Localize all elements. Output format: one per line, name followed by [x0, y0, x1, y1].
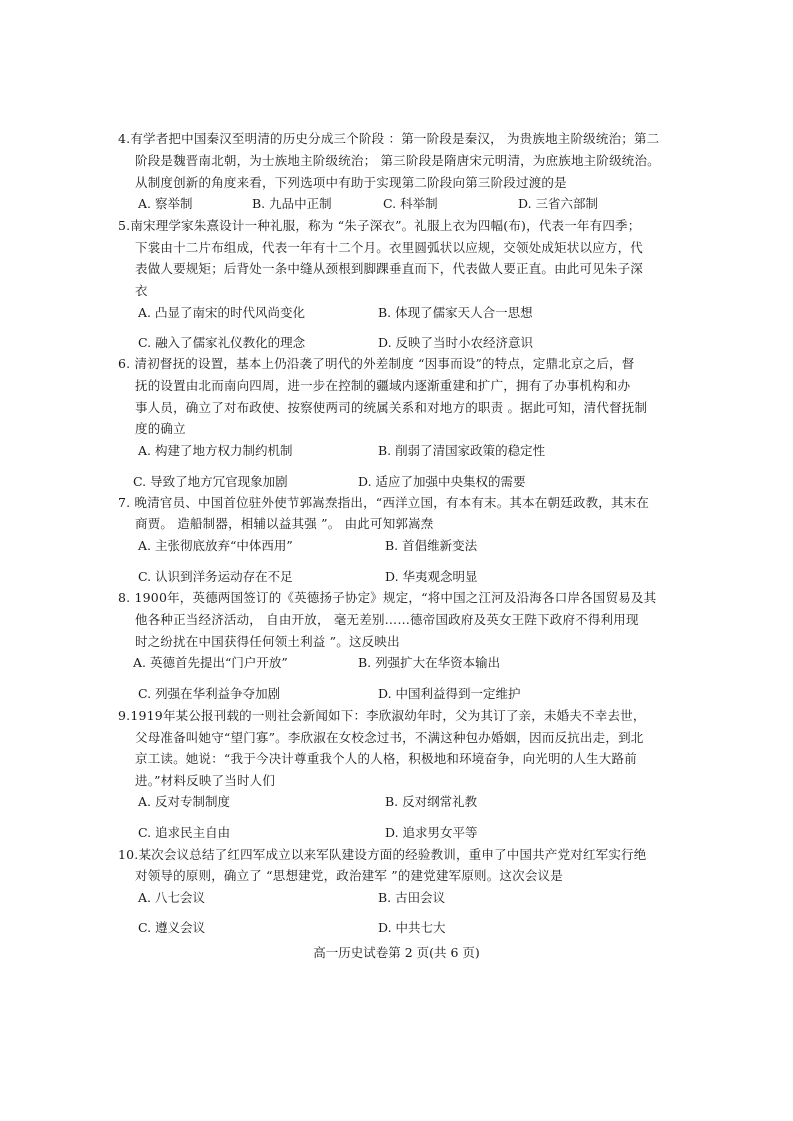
- question-8-line-2: 他各种正当经济活动， 自由开放， 毫无差别……德帝国政府及英女王陛下政府不得利用现: [135, 612, 639, 627]
- question-7-option-a: A. 主张彻底放弃“中体西用”: [138, 538, 293, 553]
- question-10-option-b: B. 古田会议: [378, 890, 446, 905]
- question-9-line-3: 京工读。她说：“我于今决计尊重我个人的人格，积极地和环境奋争，向光明的人生大路前: [135, 751, 637, 766]
- question-7-option-b: B. 首倡维新变法: [385, 538, 478, 553]
- question-5-option-c: C. 融入了儒家礼仪教化的理念: [138, 335, 306, 350]
- question-4-option-a: A. 察举制: [138, 196, 193, 211]
- question-4-line-1: 4.有学者把中国秦汉至明清的历史分成三个阶段 ：第一阶段是秦汉， 为贵族地主阶级统治；第二: [118, 131, 660, 146]
- question-8-option-a: A. 英德首先提出“门户开放”: [133, 655, 288, 670]
- question-7-line-2: 商贾。 造船制器，相辅以益其强 ”。 由此可知郭嵩焘: [135, 516, 434, 531]
- question-8-option-d: D. 中国利益得到一定维护: [378, 686, 521, 701]
- question-8-option-c: C. 列强在华利益争夺加剧: [138, 686, 281, 701]
- question-10-line-1: 10.某次会议总结了红四军成立以来军队建设方面的经验教训，重申了中国共产党对红军实行绝: [118, 847, 647, 862]
- question-10-option-d: D. 中共七大: [378, 920, 446, 935]
- question-6-option-d: D. 适应了加强中央集权的需要: [358, 474, 526, 489]
- question-9-option-c: C. 追求民主自由: [138, 825, 231, 840]
- question-5-option-d: D. 反映了当时小农经济意识: [378, 335, 534, 350]
- question-6-line-4: 度的确立: [135, 421, 186, 436]
- question-6-line-3: 事人员，确立了对布政使、按察使两司的统属关系和对地方的职责 。据此可知，清代督抚制: [135, 400, 648, 415]
- question-4-option-b: B. 九品中正制: [252, 196, 332, 211]
- question-9-option-a: A. 反对专制制度: [138, 794, 230, 809]
- question-8-line-3: 时之纷扰在中国获得任何领土利益 ”。这反映出: [135, 634, 400, 649]
- question-7-option-c: C. 认识到洋务运动存在不足: [138, 569, 293, 584]
- question-5-line-2: 下裳由十二片布组成，代表一年有十二个月。衣里圆弧状以应规，交领处成矩状以应方，代: [135, 240, 644, 255]
- question-10-option-a: A. 八七会议: [138, 890, 205, 905]
- question-4-line-3: 从制度创新的角度来看，下列选项中有助于实现第二阶段向第三阶段过渡的是: [135, 175, 567, 190]
- page-footer: 高一历史试卷第 2 页(共 6 页): [313, 945, 480, 960]
- question-5-option-a: A. 凸显了南宋的时代风尚变化: [138, 305, 305, 320]
- question-9-line-4: 进。”材料反映了当时人们: [135, 773, 276, 788]
- question-6-line-2: 抚的设置由北而南向四周，进一步在控制的疆域内逐渐重建和扩广，拥有了办事机构和办: [135, 378, 631, 393]
- question-8-option-b: B. 列强扩大在华资本输出: [358, 655, 501, 670]
- question-6-option-c: C. 导致了地方冗官现象加剧: [133, 474, 288, 489]
- question-9-option-d: D. 追求男女平等: [385, 825, 478, 840]
- question-8-line-1: 8. 1900年，英德两国签订的《英德扬子协定》规定，“将中国之江河及沿海各口岸各国贸易及其: [118, 590, 657, 605]
- question-7-option-d: D. 华夷观念明显: [385, 569, 478, 584]
- question-6-option-a: A. 构建了地方权力制约机制: [138, 443, 293, 458]
- question-7-line-1: 7. 晚清官员、中国首位驻外使节郭嵩焘指出，“西洋立国，有本有末。其本在朝廷政教，其末在: [118, 495, 650, 510]
- question-5-option-b: B. 体现了儒家天人合一思想: [378, 305, 533, 320]
- question-9-option-b: B. 反对纲常礼教: [385, 794, 478, 809]
- question-5-line-1: 5.南宋理学家朱熹设计一种礼服，称为 “朱子深衣”。礼服上衣为四幅(布)，代表一年有四季；: [118, 218, 641, 233]
- question-10-line-2: 对领导的原则，确立了 “思想建党，政治建军 ”的建党建军原则。这次会议是: [135, 868, 563, 883]
- question-9-line-1: 9.1919年某公报刊载的一则社会新闻如下：李欣淑幼年时，父为其订了亲，未婚夫不幸去世，: [118, 708, 646, 723]
- question-6-option-b: B. 削弱了清国家政策的稳定性: [378, 443, 546, 458]
- question-5-line-4: 衣: [135, 283, 148, 298]
- question-10-option-c: C. 遵义会议: [138, 920, 206, 935]
- question-9-line-2: 父母准备叫她守“望门寡”。李欣淑在女校念过书，不满这种包办婚姻，因而反抗出走，到北: [135, 730, 644, 745]
- question-4-line-2: 阶段是魏晋南北朝，为士族地主阶级统治； 第三阶段是隋唐宋元明清，为庶族地主阶级统治。: [135, 153, 660, 168]
- question-5-line-3: 表做人要规矩；后背处一条中缝从颈根到脚踝垂直而下，代表做人要正直。由此可见朱子深: [135, 261, 644, 276]
- question-4-option-d: D. 三省六部制: [518, 196, 599, 211]
- question-6-line-1: 6. 清初督抚的设置，基本上仍沿袭了明代的外差制度 “因事而设”的特点，定鼎北京之后，督: [118, 356, 635, 371]
- question-4-option-c: C. 科举制: [383, 196, 438, 211]
